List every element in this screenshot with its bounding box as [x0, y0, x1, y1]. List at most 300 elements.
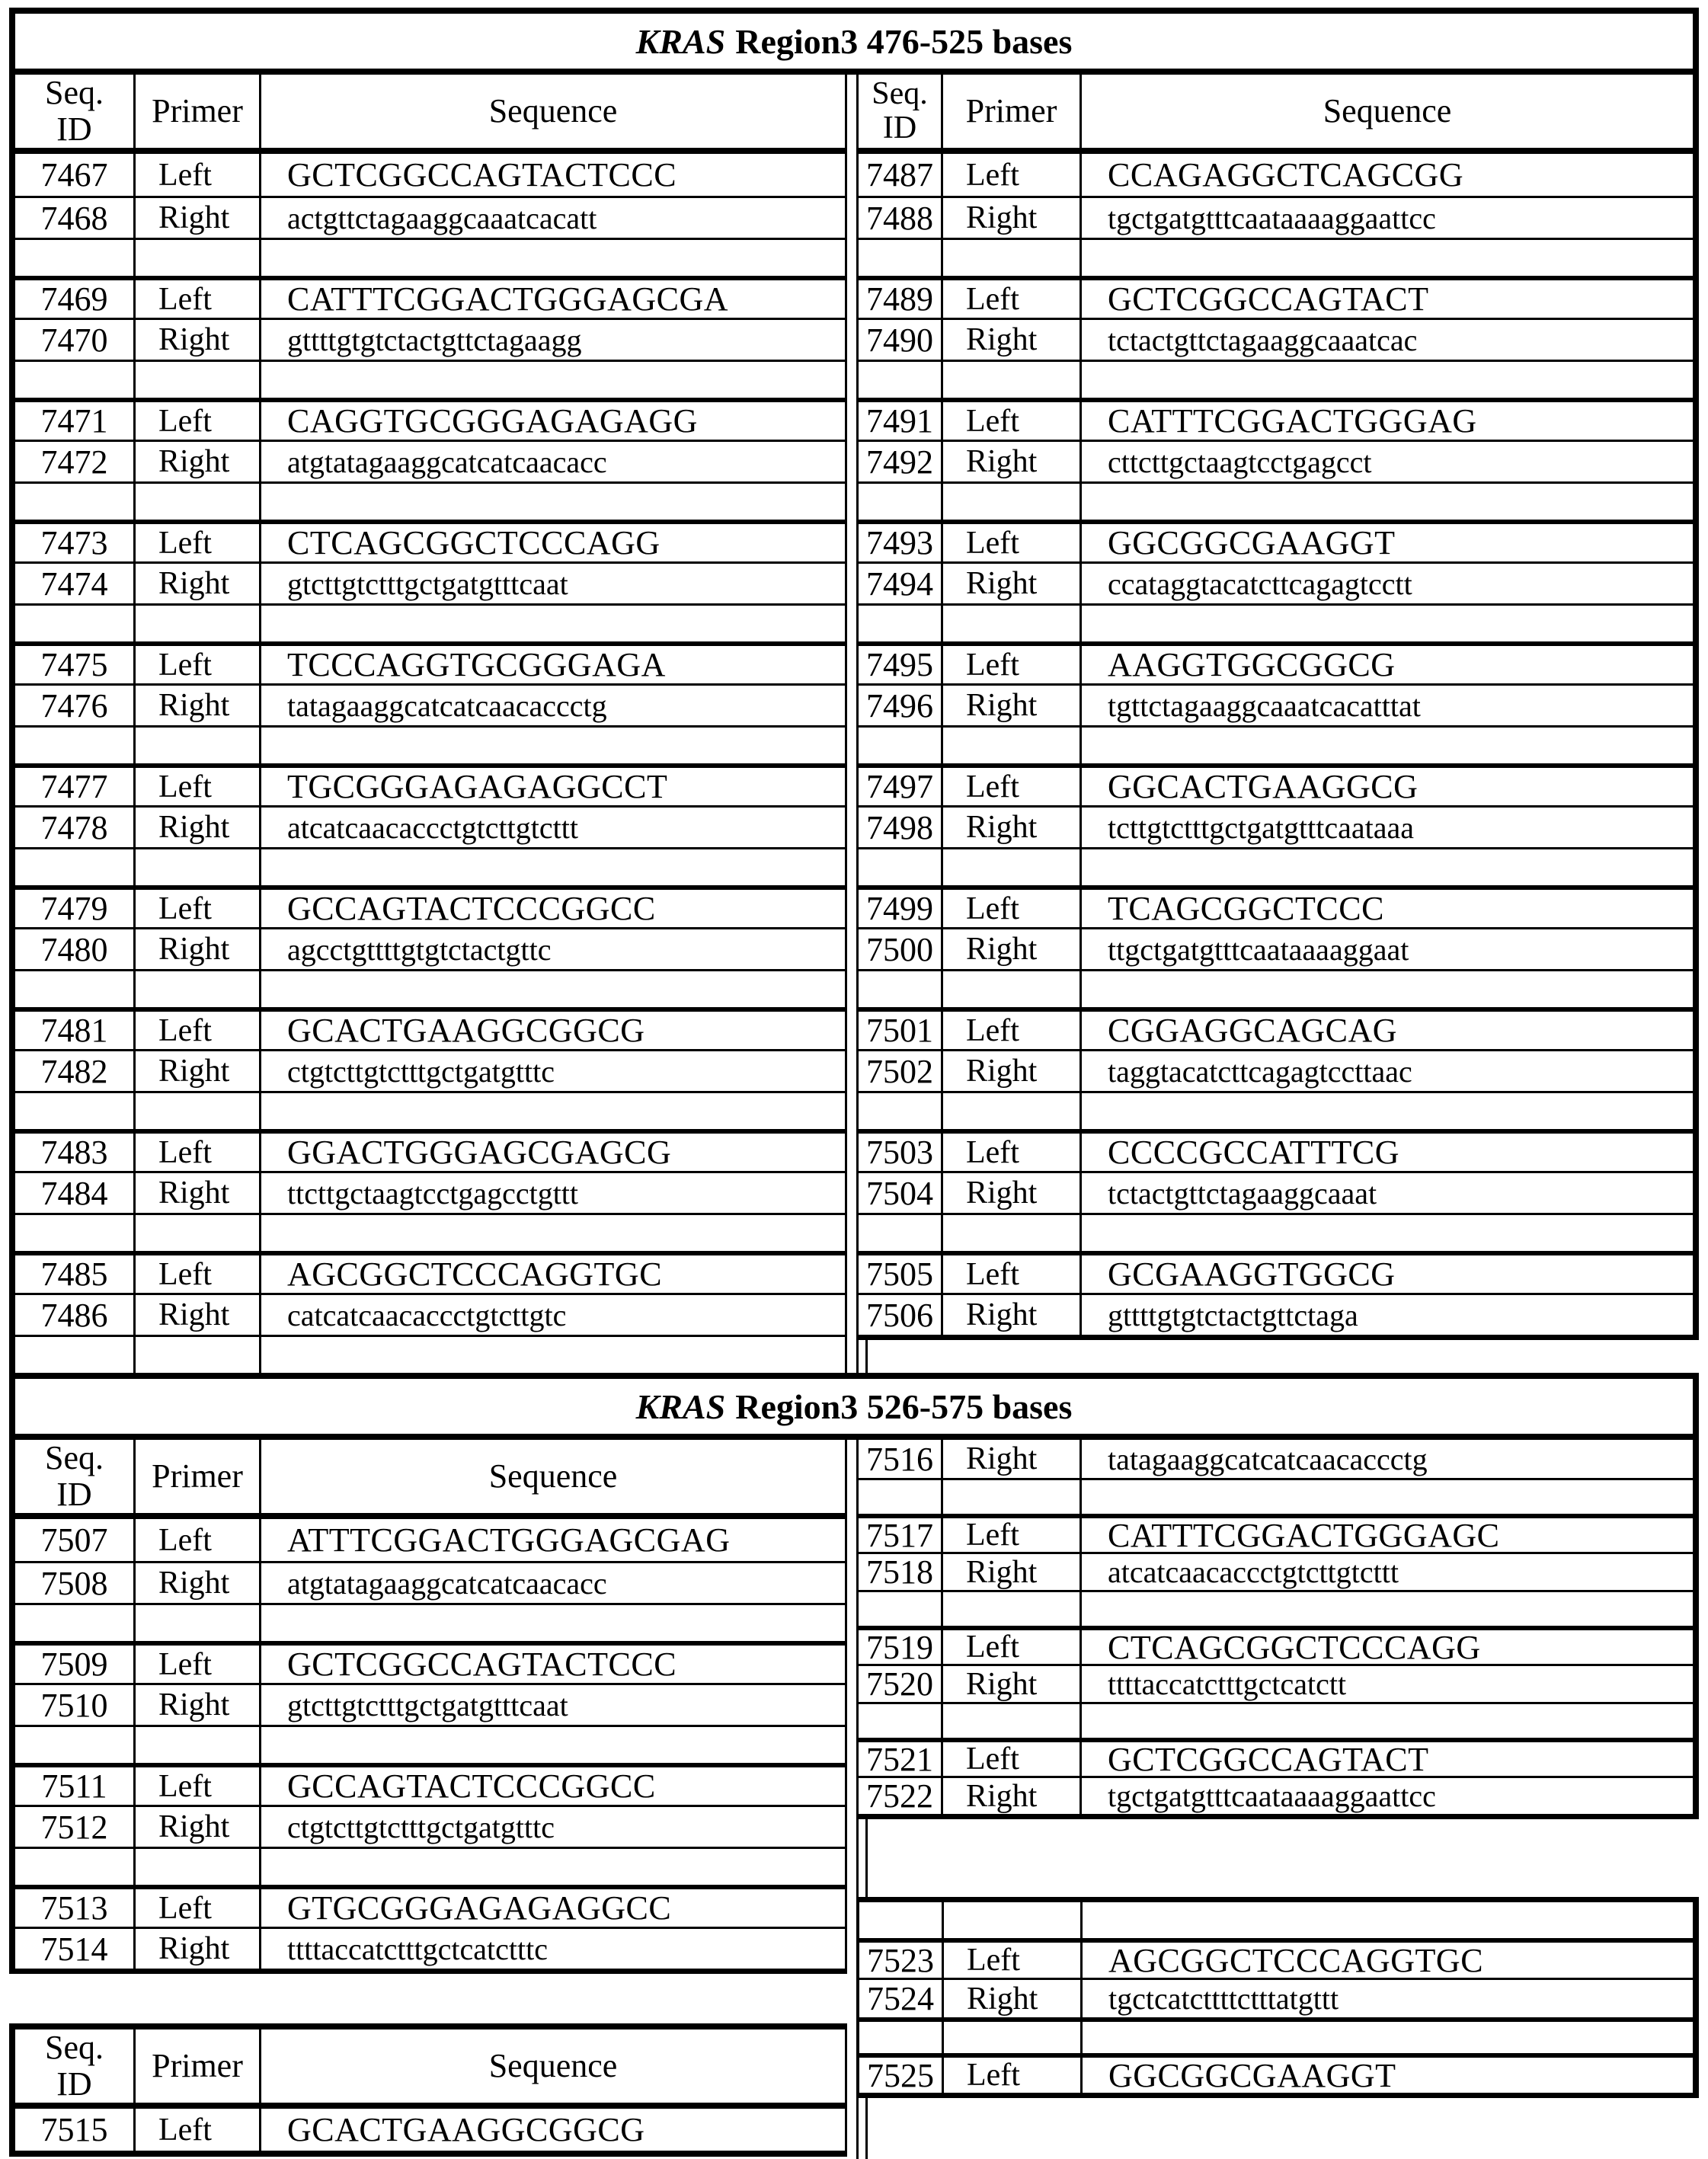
primer-type-cell: Left — [133, 890, 259, 927]
primer-row — [859, 398, 1693, 440]
sequence-cell: GTGCGGGAGAGAGGCC — [259, 1889, 845, 1927]
seq-id-cell: 7475 — [40, 646, 108, 683]
primer-type-cell: Right — [133, 1295, 259, 1335]
sequence-cell: GCCAGTACTCCCGGCC — [259, 1767, 845, 1805]
sequence-cell: TCAGCGGCTCCC — [1079, 890, 1693, 927]
section1-title — [9, 8, 1699, 75]
primer-row — [859, 154, 1693, 196]
primer-type-cell: Right — [941, 1051, 1079, 1091]
column-header-seq-id: Seq. ID — [45, 1440, 104, 1513]
seq-id-cell — [15, 1849, 133, 1885]
seq-id-cell — [859, 728, 941, 763]
seq-id-cell: 7517 — [866, 1518, 933, 1552]
sequence-cell: GCCAGTACTCCCGGCC — [259, 890, 845, 927]
seq-id-cell: 7502 — [866, 1052, 933, 1090]
primer-type-cell — [941, 849, 1079, 885]
primer-type-cell: Right — [941, 198, 1079, 238]
primer-row — [15, 1007, 845, 1049]
primer-type-cell: Left — [133, 1519, 259, 1561]
primer-type-cell: Right — [133, 1563, 259, 1603]
sequence-cell — [259, 971, 845, 1007]
primer-type-cell: Left — [941, 1255, 1079, 1293]
section2-right-tail-table — [856, 1897, 1699, 2098]
primer-type-cell: Left — [133, 1012, 259, 1049]
seq-id-cell: 7487 — [866, 156, 933, 194]
header-row — [15, 75, 845, 154]
primer-row — [859, 520, 1693, 561]
primer-type-cell: Right — [133, 1173, 259, 1213]
spacer-row — [859, 1478, 1693, 1514]
seq-id-cell: 7482 — [40, 1052, 108, 1090]
seq-id-cell — [15, 606, 133, 641]
sequence-cell: GCTCGGCCAGTACT — [1079, 1742, 1693, 1776]
seq-id-cell: 7476 — [40, 686, 108, 724]
seq-id-cell — [859, 1215, 941, 1251]
spacer-row — [859, 1902, 1693, 1938]
seq-id-cell: 7480 — [40, 930, 108, 968]
spacer-row — [15, 360, 845, 398]
seq-id-cell: 7481 — [40, 1012, 108, 1049]
seq-id-cell: 7500 — [866, 930, 933, 968]
primer-type-cell — [133, 1337, 259, 1373]
sequence-cell: CATTTCGGACTGGGAGC — [1079, 1518, 1693, 1552]
primer-row — [15, 885, 845, 927]
sequence-cell — [1079, 1093, 1693, 1129]
primer-type-cell: Left — [941, 154, 1079, 196]
sequence-cell: atcatcaacaccctgtcttgtcttt — [259, 808, 845, 847]
primer-type-cell: Right — [941, 564, 1079, 603]
section2-left-tail-table — [9, 2023, 847, 2157]
sequence-cell: atcatcaacaccctgtcttgtcttt — [1079, 1554, 1693, 1590]
spacer-row — [859, 1213, 1693, 1251]
spacer-row — [859, 725, 1693, 763]
primer-row — [15, 1049, 845, 1091]
primer-row — [15, 1683, 845, 1725]
seq-id-cell: 7499 — [866, 890, 933, 927]
section2-title — [9, 1373, 1699, 1440]
sequence-cell: ccataggtacatcttcagagtcctt — [1079, 564, 1693, 603]
primer-type-cell: Left — [133, 1767, 259, 1805]
spacer-row — [859, 1590, 1693, 1626]
seq-id-cell: 7512 — [40, 1808, 108, 1846]
primer-type-cell — [133, 1215, 259, 1251]
spacer-row — [15, 1335, 845, 1373]
primer-type-cell: Left — [941, 524, 1079, 561]
primer-type-cell: Left — [133, 1889, 259, 1927]
sequence-cell: tgctgatgtttcaataaaaggaattcc — [1079, 1778, 1693, 1814]
primer-type-cell: Right — [133, 564, 259, 603]
primer-type-cell — [941, 1480, 1079, 1514]
seq-id-cell — [859, 2022, 942, 2053]
primer-row — [15, 683, 845, 725]
sequence-cell: agcctgttttgtgtctactgttc — [259, 929, 845, 969]
seq-id-cell: 7490 — [866, 321, 933, 359]
sequence-cell: tgctcatcttttctttatgttt — [1080, 1980, 1693, 2017]
primer-row — [859, 1776, 1693, 1814]
gene-name-italic: KRAS — [635, 21, 726, 61]
primer-type-cell: Right — [941, 929, 1079, 969]
primer-type-cell: Right — [941, 1778, 1079, 1814]
seq-id-cell — [15, 849, 133, 885]
sequence-cell: GCTCGGCCAGTACT — [1079, 280, 1693, 318]
primer-type-cell — [133, 1849, 259, 1885]
sequence-cell — [1079, 971, 1693, 1007]
spacer-row — [859, 603, 1693, 641]
sequence-cell: ATTTCGGACTGGGAGCGAG — [259, 1519, 845, 1561]
sequence-cell — [1079, 484, 1693, 520]
sequence-cell: CAGGTGCGGGAGAGAGG — [259, 402, 845, 440]
sequence-cell — [1079, 1704, 1693, 1738]
sequence-cell: gtcttgtctttgctgatgtttcaat — [259, 1685, 845, 1725]
primer-row — [15, 1171, 845, 1213]
primer-type-cell: Right — [941, 808, 1079, 847]
primer-row — [859, 927, 1693, 969]
seq-id-cell — [859, 1480, 941, 1514]
primer-row — [859, 805, 1693, 847]
seq-id-cell: 7506 — [866, 1296, 933, 1334]
primer-type-cell: Left — [133, 280, 259, 318]
seq-id-cell — [15, 1727, 133, 1763]
seq-id-cell: 7504 — [866, 1174, 933, 1212]
primer-row — [15, 641, 845, 683]
sequence-cell: GGCGGCGAAGGT — [1079, 524, 1693, 561]
primer-type-cell: Left — [941, 1518, 1079, 1552]
primer-type-cell — [941, 1093, 1079, 1129]
sequence-cell: GCTCGGCCAGTACTCCC — [259, 154, 845, 196]
primer-type-cell: Right — [133, 1685, 259, 1725]
seq-id-cell — [15, 971, 133, 1007]
primer-row — [859, 1552, 1693, 1590]
seq-id-cell: 7519 — [866, 1630, 933, 1664]
primer-type-cell: Right — [133, 1051, 259, 1091]
primer-row — [15, 1885, 845, 1927]
spacer-row — [859, 1091, 1693, 1129]
primer-row — [859, 885, 1693, 927]
seq-id-cell: 7497 — [866, 768, 933, 805]
seq-id-cell: 7508 — [40, 1564, 108, 1602]
spacer-row — [859, 481, 1693, 520]
sequence-cell — [259, 1337, 845, 1373]
primer-type-cell — [942, 2022, 1080, 2053]
sequence-cell — [1079, 1592, 1693, 1626]
primer-type-cell: Right — [133, 1929, 259, 1969]
sequence-cell — [1079, 606, 1693, 641]
sequence-cell — [259, 1605, 845, 1641]
seq-id-cell: 7496 — [866, 686, 933, 724]
sequence-cell — [259, 1093, 845, 1129]
primer-type-cell: Left — [133, 154, 259, 196]
primer-type-cell — [941, 484, 1079, 520]
sequence-cell: GCGAAGGTGGCG — [1079, 1255, 1693, 1293]
primer-row — [859, 276, 1693, 318]
column-header-sequence: Sequence — [1079, 75, 1693, 148]
sequence-cell — [259, 362, 845, 398]
seq-id-cell — [15, 484, 133, 520]
seq-id-cell: 7501 — [866, 1012, 933, 1049]
seq-id-cell: 7494 — [866, 565, 933, 603]
header-row — [15, 1440, 845, 1519]
spacer-row — [15, 1847, 845, 1885]
seq-id-cell: 7488 — [866, 199, 933, 237]
primer-row — [859, 440, 1693, 481]
primer-type-cell: Right — [133, 442, 259, 481]
seq-id-cell: 7473 — [40, 524, 108, 561]
sequence-cell — [1079, 1480, 1693, 1514]
sequence-cell: AGCGGCTCCCAGGTGC — [1080, 1943, 1693, 1978]
seq-id-cell: 7483 — [40, 1134, 108, 1171]
primer-type-cell: Left — [941, 646, 1079, 683]
sequence-cell: TCCCAGGTGCGGGAGA — [259, 646, 845, 683]
primer-type-cell: Left — [133, 768, 259, 805]
seq-id-cell — [15, 1605, 133, 1641]
primer-row — [15, 440, 845, 481]
primer-row — [859, 1514, 1693, 1552]
seq-id-cell — [859, 362, 941, 398]
primer-type-cell: Left — [942, 2058, 1080, 2093]
seq-id-cell — [859, 1902, 942, 1938]
sequence-cell: tctactgttctagaaggcaaat — [1079, 1173, 1693, 1213]
section2-right-table — [856, 1440, 1699, 1819]
seq-id-cell: 7467 — [40, 156, 108, 194]
column-header-seq-id: Seq. ID — [45, 2029, 104, 2103]
sequence-cell — [259, 1727, 845, 1763]
primer-row — [859, 641, 1693, 683]
primer-row — [15, 520, 845, 561]
seq-id-cell: 7511 — [41, 1767, 107, 1805]
primer-row — [15, 1805, 845, 1847]
sequence-cell: GGCACTGAAGGCG — [1079, 768, 1693, 805]
seq-id-cell: 7468 — [40, 199, 108, 237]
sequence-cell — [259, 606, 845, 641]
primer-row — [859, 2053, 1693, 2093]
spacer-row — [15, 1603, 845, 1641]
spacer-row — [15, 481, 845, 520]
seq-id-cell: 7478 — [40, 808, 108, 846]
primer-type-cell — [133, 1605, 259, 1641]
primer-row — [859, 1049, 1693, 1091]
primer-type-cell: Left — [133, 402, 259, 440]
seq-id-cell: 7523 — [867, 1943, 934, 1978]
spacer-row — [859, 1702, 1693, 1738]
seq-id-cell: 7518 — [866, 1554, 933, 1590]
sequence-cell — [259, 1849, 845, 1885]
primer-row — [15, 927, 845, 969]
seq-id-cell — [15, 1093, 133, 1129]
sequence-cell: CTCAGCGGCTCCCAGG — [259, 524, 845, 561]
primer-row — [15, 1641, 845, 1683]
primer-row — [859, 1738, 1693, 1776]
sequence-cell: taggtacatcttcagagtccttaac — [1079, 1051, 1693, 1091]
primer-type-cell — [941, 240, 1079, 276]
spacer-row — [859, 2017, 1693, 2053]
sequence-cell: ctgtcttgtctttgctgatgtttc — [259, 1051, 845, 1091]
primer-type-cell: Left — [133, 1646, 259, 1683]
sequence-cell: ttcttgctaagtcctgagcctgttt — [259, 1173, 845, 1213]
primer-row — [859, 196, 1693, 238]
primer-row — [859, 683, 1693, 725]
primer-type-cell: Right — [941, 442, 1079, 481]
primer-row — [859, 1664, 1693, 1702]
seq-id-cell: 7513 — [40, 1889, 108, 1927]
sequence-cell — [259, 1215, 845, 1251]
seq-id-cell — [15, 1337, 133, 1373]
seq-id-cell — [859, 240, 941, 276]
primer-type-cell: Right — [133, 320, 259, 360]
primer-row — [859, 318, 1693, 360]
primer-type-cell — [941, 606, 1079, 641]
primer-row — [859, 1293, 1693, 1335]
seq-id-cell: 7484 — [40, 1174, 108, 1212]
seq-id-cell: 7470 — [40, 321, 108, 359]
sequence-cell — [1080, 2022, 1693, 2053]
spacer-row — [15, 1213, 845, 1251]
sequence-cell: gttttgtgtctactgttctagaagg — [259, 320, 845, 360]
sequence-cell: GCACTGAAGGCGGCG — [259, 2109, 845, 2151]
primer-type-cell: Right — [941, 1666, 1079, 1702]
primer-type-cell: Right — [133, 929, 259, 969]
primer-type-cell — [133, 849, 259, 885]
primer-type-cell: Right — [133, 808, 259, 847]
sequence-cell: AAGGTGGCGGCG — [1079, 646, 1693, 683]
primer-row — [15, 805, 845, 847]
primer-type-cell: Right — [941, 320, 1079, 360]
primer-type-cell: Right — [133, 198, 259, 238]
seq-id-cell: 7509 — [40, 1646, 108, 1683]
primer-type-cell — [941, 362, 1079, 398]
primer-type-cell: Left — [941, 1134, 1079, 1171]
sequence-cell: gtcttgtctttgctgatgtttcaat — [259, 564, 845, 603]
primer-type-cell: Left — [941, 768, 1079, 805]
sequence-cell — [1079, 240, 1693, 276]
section2-title-text: Region3 526-575 bases — [735, 1387, 1073, 1426]
spacer-row — [15, 603, 845, 641]
primer-row — [15, 2109, 845, 2151]
sequence-cell — [259, 240, 845, 276]
seq-id-cell: 7498 — [866, 808, 933, 846]
gene-name-italic: KRAS — [635, 1387, 726, 1426]
seq-id-cell — [859, 1592, 941, 1626]
seq-id-cell: 7503 — [866, 1134, 933, 1171]
sequence-cell: GCTCGGCCAGTACTCCC — [259, 1646, 845, 1683]
seq-id-cell: 7493 — [866, 524, 933, 561]
seq-id-cell: 7515 — [40, 2111, 108, 2148]
primer-type-cell: Left — [133, 646, 259, 683]
section2-left-table — [9, 1440, 847, 1974]
primer-row — [859, 1007, 1693, 1049]
primer-type-cell: Left — [133, 1134, 259, 1171]
primer-type-cell — [133, 971, 259, 1007]
sequence-cell: cttcttgctaagtcctgagcct — [1079, 442, 1693, 481]
header-row — [859, 75, 1693, 154]
primer-row — [15, 154, 845, 196]
sequence-cell: tgttctagaaggcaaatcacatttat — [1079, 686, 1693, 725]
sequence-cell: CCCCGCCATTTCG — [1079, 1134, 1693, 1171]
primer-type-cell: Left — [941, 1012, 1079, 1049]
primer-row — [15, 276, 845, 318]
sequence-cell — [1079, 849, 1693, 885]
primer-type-cell — [133, 1727, 259, 1763]
sequence-cell: ttgctgatgtttcaataaaaggaat — [1079, 929, 1693, 969]
spacer-row — [859, 847, 1693, 885]
sequence-cell: actgttctagaaggcaaatcacatt — [259, 198, 845, 238]
primer-row — [859, 1978, 1693, 2017]
sequence-cell — [1079, 728, 1693, 763]
primer-type-cell: Right — [133, 686, 259, 725]
primer-row — [859, 1171, 1693, 1213]
sequence-cell: gttttgtgtctactgttctaga — [1079, 1295, 1693, 1335]
primer-type-cell: Left — [133, 2109, 259, 2151]
seq-id-cell: 7520 — [866, 1666, 933, 1702]
primer-row — [859, 561, 1693, 603]
primer-type-cell — [133, 1093, 259, 1129]
seq-id-cell — [859, 1093, 941, 1129]
primer-type-cell — [941, 971, 1079, 1007]
sequence-cell: tatagaaggcatcatcaacaccctg — [259, 686, 845, 725]
sequence-cell — [259, 728, 845, 763]
primer-type-cell — [941, 728, 1079, 763]
sequence-cell: tctactgttctagaaggcaaatcac — [1079, 320, 1693, 360]
spacer-row — [859, 360, 1693, 398]
seq-id-cell: 7489 — [866, 280, 933, 318]
sequence-cell: ctgtcttgtctttgctgatgtttc — [259, 1807, 845, 1847]
primer-type-cell: Left — [941, 1742, 1079, 1776]
primer-type-cell — [133, 606, 259, 641]
primer-type-cell — [133, 362, 259, 398]
primer-type-cell: Right — [941, 1554, 1079, 1590]
primer-row — [859, 763, 1693, 805]
primer-row — [15, 1927, 845, 1969]
sequence-cell: catcatcaacaccctgtcttgtc — [259, 1295, 845, 1335]
primer-type-cell — [941, 1704, 1079, 1738]
primer-type-cell — [942, 1902, 1080, 1938]
column-header-primer: Primer — [133, 75, 259, 148]
seq-id-cell — [859, 484, 941, 520]
primer-row — [15, 1251, 845, 1293]
sequence-cell: atgtatagaaggcatcatcaacacc — [259, 442, 845, 481]
spacer-row — [859, 969, 1693, 1007]
seq-id-cell: 7524 — [867, 1980, 934, 2017]
primer-type-cell: Left — [133, 1255, 259, 1293]
seq-id-cell: 7525 — [867, 2058, 934, 2093]
section1-right-table — [856, 75, 1699, 1340]
header-row — [15, 2029, 845, 2109]
seq-id-cell — [15, 728, 133, 763]
primer-row — [15, 196, 845, 238]
seq-id-cell — [859, 849, 941, 885]
seq-id-cell: 7495 — [866, 646, 933, 683]
sequence-cell: CTCAGCGGCTCCCAGG — [1079, 1630, 1693, 1664]
sequence-cell — [259, 849, 845, 885]
column-header-seq-id: Seq. ID — [45, 75, 104, 148]
primer-type-cell: Left — [941, 280, 1079, 318]
sequence-cell — [1079, 1215, 1693, 1251]
primer-type-cell — [133, 484, 259, 520]
sequence-cell: CCAGAGGCTCAGCGG — [1079, 154, 1693, 196]
sequence-cell — [1079, 362, 1693, 398]
seq-id-cell: 7486 — [40, 1296, 108, 1334]
primer-type-cell: Right — [941, 1173, 1079, 1213]
seq-id-cell: 7474 — [40, 565, 108, 603]
primer-type-cell: Left — [942, 1943, 1080, 1978]
primer-type-cell — [133, 240, 259, 276]
sequence-cell: ttttaccatctttgctcatctt — [1079, 1666, 1693, 1702]
spacer-row — [15, 1091, 845, 1129]
column-header-sequence: Sequence — [259, 2029, 845, 2103]
sequence-cell — [259, 484, 845, 520]
seq-id-cell: 7479 — [40, 890, 108, 927]
seq-id-cell: 7492 — [866, 443, 933, 481]
seq-id-cell — [15, 240, 133, 276]
